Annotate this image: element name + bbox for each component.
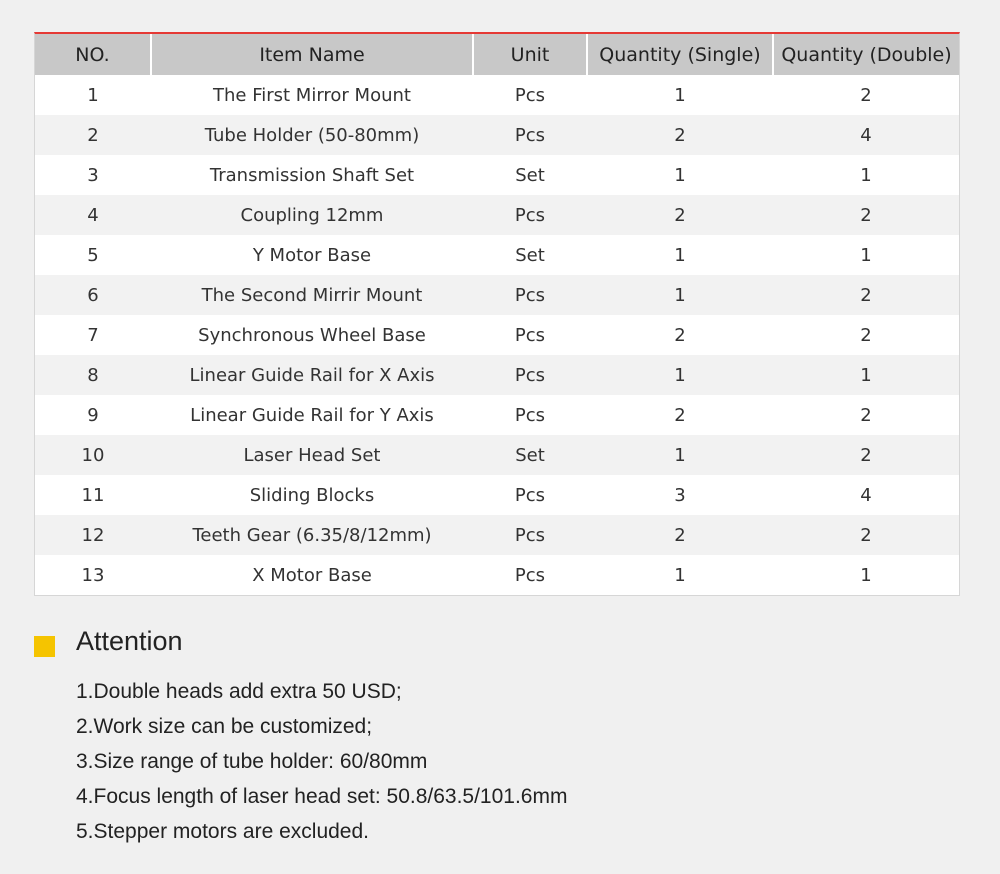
cell-unit: Pcs xyxy=(473,275,587,315)
attention-item: 4.Focus length of laser head set: 50.8/63.5/101.6mm xyxy=(76,785,568,808)
header-unit: Unit xyxy=(473,34,587,75)
cell-unit: Set xyxy=(473,235,587,275)
cell-no: 10 xyxy=(35,435,151,475)
attention-list xyxy=(76,674,567,849)
table-body xyxy=(35,75,959,595)
cell-item-name: X Motor Base xyxy=(151,555,473,595)
attention-item: 3.Size range of tube holder: 60/80mm xyxy=(76,750,428,773)
cell-quantity-double: 2 xyxy=(773,75,959,115)
table-row xyxy=(35,515,959,555)
cell-no: 8 xyxy=(35,355,151,395)
cell-unit: Pcs xyxy=(473,355,587,395)
header-quantity-double: Quantity (Double) xyxy=(773,34,959,75)
cell-unit: Pcs xyxy=(473,195,587,235)
cell-item-name: Laser Head Set xyxy=(151,435,473,475)
cell-quantity-double: 2 xyxy=(773,435,959,475)
cell-quantity-single: 1 xyxy=(587,155,773,195)
table-row xyxy=(35,235,959,275)
cell-quantity-single: 2 xyxy=(587,195,773,235)
table-row xyxy=(35,195,959,235)
table-header-row xyxy=(35,34,959,75)
cell-no: 6 xyxy=(35,275,151,315)
cell-unit: Set xyxy=(473,435,587,475)
cell-item-name: Coupling 12mm xyxy=(151,195,473,235)
cell-unit: Set xyxy=(473,155,587,195)
cell-quantity-single: 1 xyxy=(587,435,773,475)
cell-no: 3 xyxy=(35,155,151,195)
attention-title: Attention xyxy=(76,626,183,656)
cell-quantity-double: 2 xyxy=(773,515,959,555)
cell-quantity-single: 2 xyxy=(587,395,773,435)
cell-quantity-single: 1 xyxy=(587,235,773,275)
table-row xyxy=(35,75,959,115)
cell-unit: Pcs xyxy=(473,515,587,555)
table-row xyxy=(35,395,959,435)
cell-quantity-double: 4 xyxy=(773,115,959,155)
cell-quantity-double: 1 xyxy=(773,355,959,395)
cell-quantity-double: 2 xyxy=(773,395,959,435)
cell-quantity-double: 1 xyxy=(773,555,959,595)
cell-quantity-single: 3 xyxy=(587,475,773,515)
cell-no: 11 xyxy=(35,475,151,515)
cell-no: 12 xyxy=(35,515,151,555)
cell-no: 2 xyxy=(35,115,151,155)
table-row xyxy=(35,155,959,195)
cell-no: 5 xyxy=(35,235,151,275)
cell-no: 7 xyxy=(35,315,151,355)
cell-unit: Pcs xyxy=(473,395,587,435)
cell-item-name: Transmission Shaft Set xyxy=(151,155,473,195)
attention-item: 1.Double heads add extra 50 USD; xyxy=(76,680,402,703)
table-row xyxy=(35,435,959,475)
cell-item-name: Linear Guide Rail for Y Axis xyxy=(151,395,473,435)
cell-quantity-single: 2 xyxy=(587,315,773,355)
table-row xyxy=(35,355,959,395)
cell-item-name: Y Motor Base xyxy=(151,235,473,275)
cell-quantity-double: 1 xyxy=(773,155,959,195)
cell-quantity-single: 1 xyxy=(587,75,773,115)
table-row xyxy=(35,315,959,355)
attention-item: 5.Stepper motors are excluded. xyxy=(76,820,369,843)
parts-table xyxy=(35,34,959,595)
cell-quantity-double: 1 xyxy=(773,235,959,275)
cell-unit: Pcs xyxy=(473,315,587,355)
cell-item-name: Tube Holder (50-80mm) xyxy=(151,115,473,155)
cell-quantity-double: 2 xyxy=(773,195,959,235)
header-item-name: Item Name xyxy=(151,34,473,75)
header-quantity-single: Quantity (Single) xyxy=(587,34,773,75)
table-row xyxy=(35,115,959,155)
parts-table-container xyxy=(34,32,960,596)
cell-item-name: Linear Guide Rail for X Axis xyxy=(151,355,473,395)
cell-item-name: The First Mirror Mount xyxy=(151,75,473,115)
cell-item-name: The Second Mirrir Mount xyxy=(151,275,473,315)
table-row xyxy=(35,475,959,515)
cell-quantity-single: 2 xyxy=(587,515,773,555)
cell-unit: Pcs xyxy=(473,555,587,595)
cell-no: 13 xyxy=(35,555,151,595)
cell-no: 1 xyxy=(35,75,151,115)
cell-quantity-single: 1 xyxy=(587,275,773,315)
cell-quantity-single: 1 xyxy=(587,355,773,395)
cell-item-name: Teeth Gear (6.35/8/12mm) xyxy=(151,515,473,555)
cell-item-name: Synchronous Wheel Base xyxy=(151,315,473,355)
cell-item-name: Sliding Blocks xyxy=(151,475,473,515)
header-no: NO. xyxy=(35,34,151,75)
cell-no: 9 xyxy=(35,395,151,435)
attention-item: 2.Work size can be customized; xyxy=(76,715,373,738)
table-row xyxy=(35,555,959,595)
cell-unit: Pcs xyxy=(473,475,587,515)
cell-quantity-single: 2 xyxy=(587,115,773,155)
cell-quantity-double: 2 xyxy=(773,275,959,315)
attention-marker-icon xyxy=(34,636,55,657)
cell-quantity-double: 4 xyxy=(773,475,959,515)
cell-no: 4 xyxy=(35,195,151,235)
cell-quantity-single: 1 xyxy=(587,555,773,595)
cell-unit: Pcs xyxy=(473,75,587,115)
cell-quantity-double: 2 xyxy=(773,315,959,355)
cell-unit: Pcs xyxy=(473,115,587,155)
table-row xyxy=(35,275,959,315)
